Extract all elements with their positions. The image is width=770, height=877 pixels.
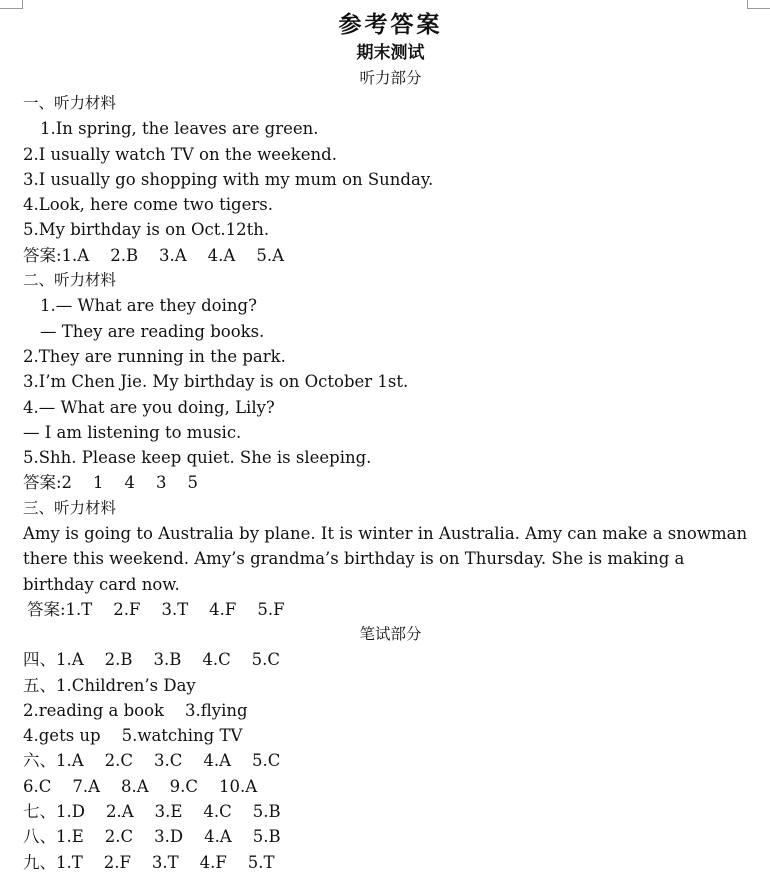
page-corner-mark-left <box>0 0 23 9</box>
listening-section-heading: 听力部分 <box>359 69 422 87</box>
part2-line: — I am listening to music. <box>23 422 242 442</box>
written-answer-line: 2.reading a book 3.flying <box>23 700 248 720</box>
document-page <box>23 10 758 875</box>
part2-line: — They are reading books. <box>40 321 265 341</box>
written-answer-line: 四、1.A 2.B 3.B 4.C 5.C <box>23 650 281 670</box>
part1-heading: 一、听力材料 <box>23 94 117 112</box>
written-answer-line: 五、1.Children’s Day <box>23 675 196 695</box>
part2-line: 2.They are running in the park. <box>23 346 286 366</box>
part2-line: 3.I’m Chen Jie. My birthday is on October 1st. <box>23 372 409 392</box>
part3-paragraph: Amy is going to Australia by plane. It is winter in Australia. Amy can make a snowman there this weekend. Amy’s grandma’s birthday is on Thursday. She is making a birthday card now. <box>23 524 748 594</box>
part1-line: 5.My birthday is on Oct.12th. <box>23 220 270 240</box>
part2-heading: 二、听力材料 <box>23 271 117 290</box>
page-corner-mark-right <box>747 0 770 9</box>
part1-line: 1.In spring, the leaves are green. <box>40 119 319 139</box>
part1-line: 4.Look, here come two tigers. <box>23 195 273 215</box>
part1-line: 2.I usually watch TV on the weekend. <box>23 144 337 164</box>
part3-heading: 三、听力材料 <box>23 498 117 517</box>
written-answer-line: 九、1.T 2.F 3.T 4.F 5.T <box>23 852 275 872</box>
written-answer-line: 八、1.E 2.C 3.D 4.A 5.B <box>23 827 281 847</box>
part1-answer: 答案:1.A 2.B 3.A 4.A 5.A <box>23 245 284 265</box>
document-subtitle: 期末测试 <box>356 43 425 63</box>
part2-answer: 答案:2 1 4 3 5 <box>23 473 198 493</box>
part3-answer: 答案:1.T 2.F 3.T 4.F 5.F <box>27 599 285 619</box>
written-answer-line: 六、1.A 2.C 3.C 4.A 5.C <box>23 751 281 771</box>
written-section-heading: 笔试部分 <box>359 625 422 644</box>
part2-line: 1.— What are they doing? <box>40 296 257 316</box>
part2-line: 5.Shh. Please keep quiet. She is sleeping. <box>23 448 372 468</box>
part2-line: 4.— What are you doing, Lily? <box>23 397 275 417</box>
written-answer-line: 七、1.D 2.A 3.E 4.C 5.B <box>23 802 281 822</box>
part1-line: 3.I usually go shopping with my mum on Sunday. <box>23 169 434 189</box>
document-title: 参考答案 <box>338 12 443 38</box>
written-answer-line: 6.C 7.A 8.A 9.C 10.A <box>23 776 258 796</box>
written-answer-line: 4.gets up 5.watching TV <box>23 726 243 746</box>
